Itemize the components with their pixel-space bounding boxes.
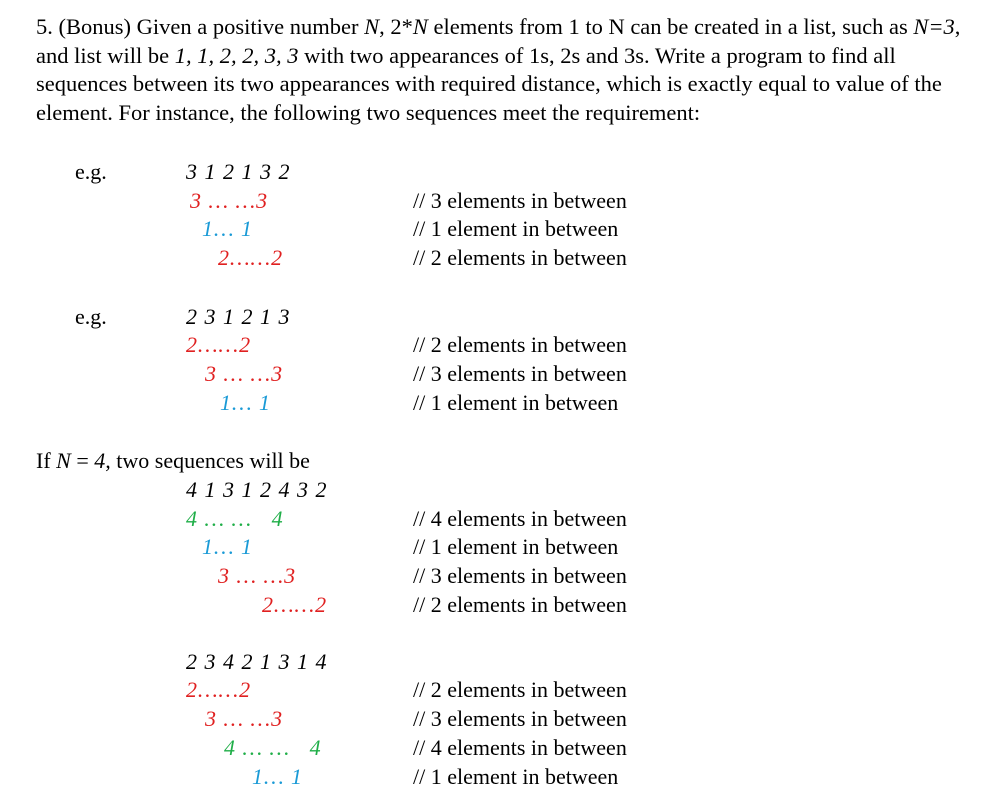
pattern-4: 4 … … 4 <box>186 506 284 531</box>
comment: // 4 elements in between <box>413 506 627 531</box>
sequence: 2 3 4 2 1 3 1 4 <box>186 649 328 674</box>
problem-text-3: elements from 1 to N can be created in a list, such as <box>427 14 914 39</box>
sequence: 4 1 3 1 2 4 3 2 <box>186 477 328 502</box>
pattern-4: 4 … … 4 <box>224 735 322 760</box>
comment: // 1 element in between <box>413 216 619 241</box>
comment: // 1 element in between <box>413 534 619 559</box>
problem-text-1: 5. (Bonus) Given a positive number <box>36 14 365 39</box>
n4-intro: If N = 4, two sequences will be <box>36 448 310 473</box>
example-list: 1, 1, 2, 2, 3, 3 <box>174 42 299 68</box>
pattern-3: 3 … …3 <box>218 563 297 588</box>
comment: // 4 elements in between <box>413 735 627 760</box>
pattern-3: 3 … …3 <box>205 361 284 386</box>
pattern-1: 1… 1 <box>202 534 254 559</box>
pattern-1: 1… 1 <box>202 216 254 241</box>
pattern-3: 3 … …3 <box>190 188 269 213</box>
comment: // 1 element in between <box>413 390 619 415</box>
sequence: 3 1 2 1 3 2 <box>186 159 291 184</box>
comment: // 2 elements in between <box>413 677 627 702</box>
sequence: 2 3 1 2 1 3 <box>186 304 291 329</box>
comment: // 3 elements in between <box>413 706 627 731</box>
var-n: N <box>56 448 71 473</box>
comment: // 2 elements in between <box>413 245 627 270</box>
pattern-2: 2……2 <box>186 677 252 702</box>
comment: // 3 elements in between <box>413 563 627 588</box>
problem-statement <box>36 13 976 127</box>
problem-text-5: with two appearances of 1s, 2s and 3s. Write a program to find all sequences between its two appearances with required distance, which is exactly equal to value of the element. For instance, the following two sequences meet the requirement: <box>36 42 942 125</box>
problem-text-2: , 2* <box>379 14 413 39</box>
comment: // 1 element in between <box>413 764 619 789</box>
example-label: e.g. <box>75 304 107 329</box>
pattern-3: 3 … …3 <box>205 706 284 731</box>
var-n: N <box>364 14 380 39</box>
comment: // 3 elements in between <box>413 188 627 213</box>
example-n: N=3 <box>913 14 955 39</box>
pattern-1: 1… 1 <box>220 390 272 415</box>
pattern-2: 2……2 <box>186 332 252 357</box>
example-label: e.g. <box>75 159 107 184</box>
pattern-1: 1… 1 <box>252 764 304 789</box>
pattern-2: 2……2 <box>218 245 284 270</box>
comment: // 3 elements in between <box>413 361 627 386</box>
var-n: N <box>412 14 428 39</box>
problem-text-4: , and list will be <box>36 14 961 68</box>
pattern-2: 2……2 <box>262 592 328 617</box>
comment: // 2 elements in between <box>413 592 627 617</box>
comment: // 2 elements in between <box>413 332 627 357</box>
